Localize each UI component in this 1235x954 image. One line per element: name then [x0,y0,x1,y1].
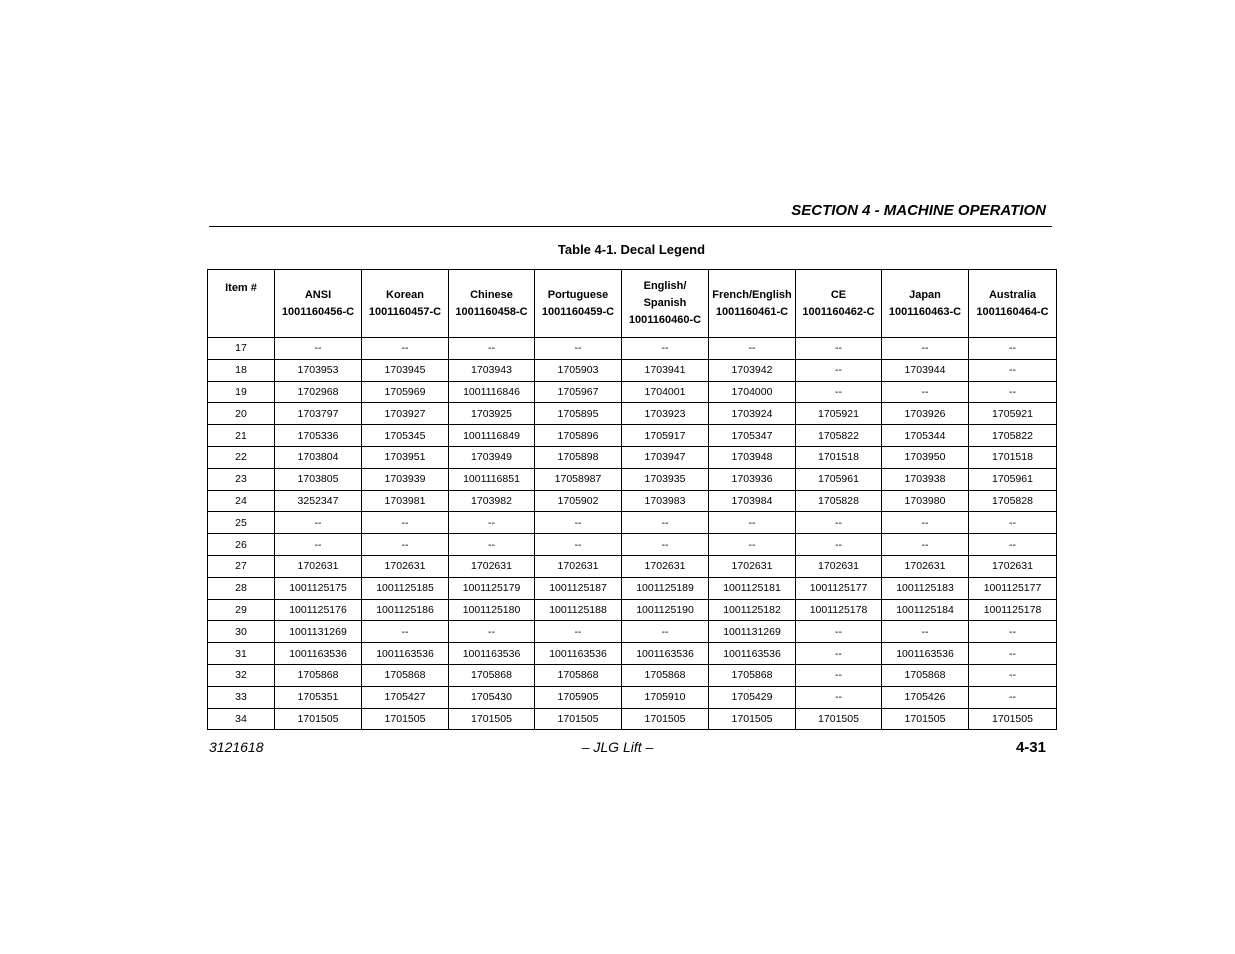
table-row [208,381,1057,403]
table-cell: 1001163536 [622,643,709,665]
table-cell: -- [362,338,449,360]
table-cell: -- [362,534,449,556]
table-cell: 17058987 [535,468,622,490]
table-cell: 1702631 [882,555,969,577]
table-cell: 1705903 [535,359,622,381]
table-cell: 1703950 [882,446,969,468]
table-row [208,686,1057,708]
table-cell: -- [449,621,535,643]
table-cell: 1001125179 [449,577,535,599]
table-cell: 1703981 [362,490,449,512]
table-cell: 1701505 [709,708,796,730]
column-header-line: 1001160461-C [715,305,789,318]
table-cell: -- [969,643,1057,665]
table-cell: -- [882,338,969,360]
table-cell: -- [882,381,969,403]
table-cell: 1705429 [709,686,796,708]
table-cell: 1705902 [535,490,622,512]
column-header-line: ANSI [304,288,332,301]
table-cell: 1701505 [882,708,969,730]
table-row [208,359,1057,381]
table-cell: -- [622,534,709,556]
table-cell: 1001163536 [709,643,796,665]
column-header-line: Chinese [470,288,513,301]
table-cell: -- [969,512,1057,534]
table-cell: 1705969 [362,381,449,403]
table-cell: 1703923 [622,403,709,425]
table-cell: 1705868 [535,664,622,686]
table-row [208,664,1057,686]
table-cell: 1001125187 [535,577,622,599]
table-cell: 1705868 [362,664,449,686]
table-cell: 1703984 [709,490,796,512]
header-rule [209,226,1052,227]
column-header-item [208,270,275,338]
table-row [208,403,1057,425]
table-cell: 1001163536 [449,643,535,665]
table-cell: 1705828 [796,490,882,512]
publisher-name: – JLG Lift – [581,739,654,755]
table-cell: -- [535,621,622,643]
table-title: Table 4-1. Decal Legend [557,242,706,257]
table-cell: 1001125175 [275,577,362,599]
table-header-row [208,270,1057,338]
table-row [208,708,1057,730]
table-cell: 1705828 [969,490,1057,512]
item-number-cell: 28 [208,577,275,599]
item-number-cell: 17 [208,338,275,360]
column-header-line: Spanish [643,297,687,309]
decal-legend-table [207,269,1057,730]
table-cell: 1705345 [362,425,449,447]
table-cell: 1703936 [709,468,796,490]
column-header-line: 1001160459-C [541,305,615,318]
column-header-line: 1001160458-C [455,305,528,318]
table-body [208,338,1057,730]
table-cell: -- [882,621,969,643]
table-cell: 1705898 [535,446,622,468]
table-cell: 1705896 [535,425,622,447]
table-cell: 1703982 [449,490,535,512]
table-cell: 1705868 [449,664,535,686]
table-row [208,512,1057,534]
item-number-cell: 32 [208,664,275,686]
table-cell: -- [882,534,969,556]
table-row [208,599,1057,621]
column-header-line: Korean [386,288,424,301]
table-cell: 1703797 [275,403,362,425]
table-cell: -- [622,338,709,360]
table-cell: 1701505 [275,708,362,730]
table-cell: 1705905 [535,686,622,708]
table-cell: 1704001 [622,381,709,403]
table-cell: 1705868 [709,664,796,686]
table-cell: 1001131269 [709,621,796,643]
column-header [275,270,362,338]
column-header [449,270,535,338]
table-row [208,338,1057,360]
column-header-line: French/English [712,288,792,301]
table-cell: 1703925 [449,403,535,425]
table-cell: 1001125180 [449,599,535,621]
table-cell: 1001163536 [882,643,969,665]
table-cell: 1001163536 [535,643,622,665]
table-cell: 1703951 [362,446,449,468]
table-cell: 1701505 [796,708,882,730]
table-cell: 1705427 [362,686,449,708]
table-cell: 1705921 [969,403,1057,425]
table-cell: 1705961 [969,468,1057,490]
table-cell: 1001116849 [449,425,535,447]
table-cell: 1701505 [449,708,535,730]
table-cell: 1703947 [622,446,709,468]
column-header-line: Portuguese [547,288,609,301]
table-cell: 1701505 [622,708,709,730]
column-header-line: 1001160457-C [368,305,442,318]
table-row [208,425,1057,447]
table-cell: -- [796,686,882,708]
table-cell: 1701518 [796,446,882,468]
table-cell: 3252347 [275,490,362,512]
item-number-cell: 23 [208,468,275,490]
column-header-line: 1001160462-C [802,305,875,318]
table-cell: 1001125183 [882,577,969,599]
table-cell: 1705967 [535,381,622,403]
table-cell: 1001125188 [535,599,622,621]
table-cell: -- [449,338,535,360]
table-cell: 1705351 [275,686,362,708]
table-cell: 1001116846 [449,381,535,403]
table-cell: -- [969,686,1057,708]
table-cell: 1001125182 [709,599,796,621]
table-cell: -- [275,338,362,360]
table-cell: 1702631 [709,555,796,577]
table-cell: 1703983 [622,490,709,512]
table-cell: 1703926 [882,403,969,425]
item-number-cell: 26 [208,534,275,556]
item-number-cell: 27 [208,555,275,577]
table-cell: -- [796,338,882,360]
table-cell: -- [969,359,1057,381]
table-cell: -- [275,512,362,534]
section-title: SECTION 4 - MACHINE OPERATION [791,202,1046,219]
table-cell: 1703924 [709,403,796,425]
table-cell: 1705347 [709,425,796,447]
item-number-cell: 24 [208,490,275,512]
table-cell: -- [796,381,882,403]
table-cell: 1001125189 [622,577,709,599]
table-cell: 1702631 [796,555,882,577]
table-cell: -- [796,359,882,381]
table-cell: -- [796,621,882,643]
table-cell: 1703935 [622,468,709,490]
item-number-cell: 18 [208,359,275,381]
column-header-line: 1001160464-C [976,305,1049,318]
item-number-cell: 20 [208,403,275,425]
table-cell: 1705344 [882,425,969,447]
table-cell: 1705895 [535,403,622,425]
table-cell: 1001125181 [709,577,796,599]
table-cell: 1701505 [362,708,449,730]
table-row [208,534,1057,556]
table-cell: 1001125186 [362,599,449,621]
table-cell: 1703941 [622,359,709,381]
table-cell: 1705917 [622,425,709,447]
column-header-line: 1001160460-C [628,314,702,326]
table-cell: 1703948 [709,446,796,468]
table-cell: -- [796,664,882,686]
column-header [709,270,796,338]
table-cell: -- [362,621,449,643]
table-cell: 1705822 [969,425,1057,447]
table-cell: 1701518 [969,446,1057,468]
table-cell: 1701505 [969,708,1057,730]
table-cell: -- [709,338,796,360]
table-cell: 1703949 [449,446,535,468]
table-cell: 1001116851 [449,468,535,490]
table-row [208,621,1057,643]
column-header [969,270,1057,338]
table-cell: -- [275,534,362,556]
table-cell: 1703804 [275,446,362,468]
table-cell: 1703944 [882,359,969,381]
item-number-cell: 31 [208,643,275,665]
table-cell: -- [622,621,709,643]
table-cell: -- [969,621,1057,643]
table-cell: 1705426 [882,686,969,708]
column-header-line: 1001160456-C [281,305,355,318]
column-header-line: Item # [225,282,257,294]
column-header [622,270,709,338]
table-cell: 1705868 [275,664,362,686]
table-cell: 1702631 [622,555,709,577]
table-cell: -- [362,512,449,534]
item-number-cell: 34 [208,708,275,730]
column-header-line: English/ [643,280,687,292]
item-number-cell: 22 [208,446,275,468]
table-cell: 1001125190 [622,599,709,621]
table-cell: 1702968 [275,381,362,403]
table-cell: 1705822 [796,425,882,447]
table-cell: 1704000 [709,381,796,403]
table-cell: 1705868 [622,664,709,686]
table-cell: -- [969,664,1057,686]
table-cell: 1701505 [535,708,622,730]
column-header [535,270,622,338]
table-cell: -- [535,534,622,556]
table-cell: 1001163536 [275,643,362,665]
table-cell: 1001125178 [796,599,882,621]
item-number-cell: 25 [208,512,275,534]
table-cell: 1705910 [622,686,709,708]
table-cell: 1001125177 [969,577,1057,599]
table-cell: -- [882,512,969,534]
table-cell: 1001163536 [362,643,449,665]
table-cell: 1702631 [362,555,449,577]
item-number-cell: 21 [208,425,275,447]
document-number: 3121618 [209,739,264,755]
table-cell: 1705961 [796,468,882,490]
table-cell: -- [449,534,535,556]
table-cell: 1705868 [882,664,969,686]
table-cell: 1703953 [275,359,362,381]
page-number: 4-31 [1015,739,1046,756]
table-cell: 1705921 [796,403,882,425]
table-cell: 1703943 [449,359,535,381]
table-cell: -- [969,381,1057,403]
column-header [362,270,449,338]
table-cell: 1705430 [449,686,535,708]
table-cell: 1001131269 [275,621,362,643]
column-header [882,270,969,338]
table-cell: 1702631 [449,555,535,577]
table-row [208,555,1057,577]
column-header-line: 1001160463-C [888,305,962,318]
table-cell: -- [622,512,709,534]
table-cell: -- [796,534,882,556]
table-cell: 1703980 [882,490,969,512]
item-number-cell: 33 [208,686,275,708]
table-cell: -- [709,534,796,556]
table-cell: 1001125178 [969,599,1057,621]
table-cell: 1703939 [362,468,449,490]
table-cell: -- [969,338,1057,360]
table-cell: 1702631 [969,555,1057,577]
table-cell: 1703945 [362,359,449,381]
table-cell: 1001125177 [796,577,882,599]
table-cell: -- [796,643,882,665]
table-cell: 1001125185 [362,577,449,599]
table-cell: 1702631 [275,555,362,577]
column-header-line: CE [830,288,847,301]
item-number-cell: 30 [208,621,275,643]
table-cell: 1703938 [882,468,969,490]
column-header-line: Japan [909,288,941,301]
table-row [208,643,1057,665]
table-cell: 1001125184 [882,599,969,621]
table-row [208,468,1057,490]
table-cell: 1703942 [709,359,796,381]
table-cell: -- [969,534,1057,556]
column-header [796,270,882,338]
table-cell: 1703805 [275,468,362,490]
item-number-cell: 19 [208,381,275,403]
item-number-cell: 29 [208,599,275,621]
table-cell: -- [709,512,796,534]
table-cell: 1001125176 [275,599,362,621]
column-header-line: Australia [988,288,1037,301]
table-row [208,490,1057,512]
table-cell: -- [535,512,622,534]
table-cell: 1705336 [275,425,362,447]
table-cell: -- [535,338,622,360]
table-cell: -- [449,512,535,534]
table-cell: -- [796,512,882,534]
table-row [208,577,1057,599]
table-cell: 1702631 [535,555,622,577]
table-cell: 1703927 [362,403,449,425]
table-row [208,446,1057,468]
